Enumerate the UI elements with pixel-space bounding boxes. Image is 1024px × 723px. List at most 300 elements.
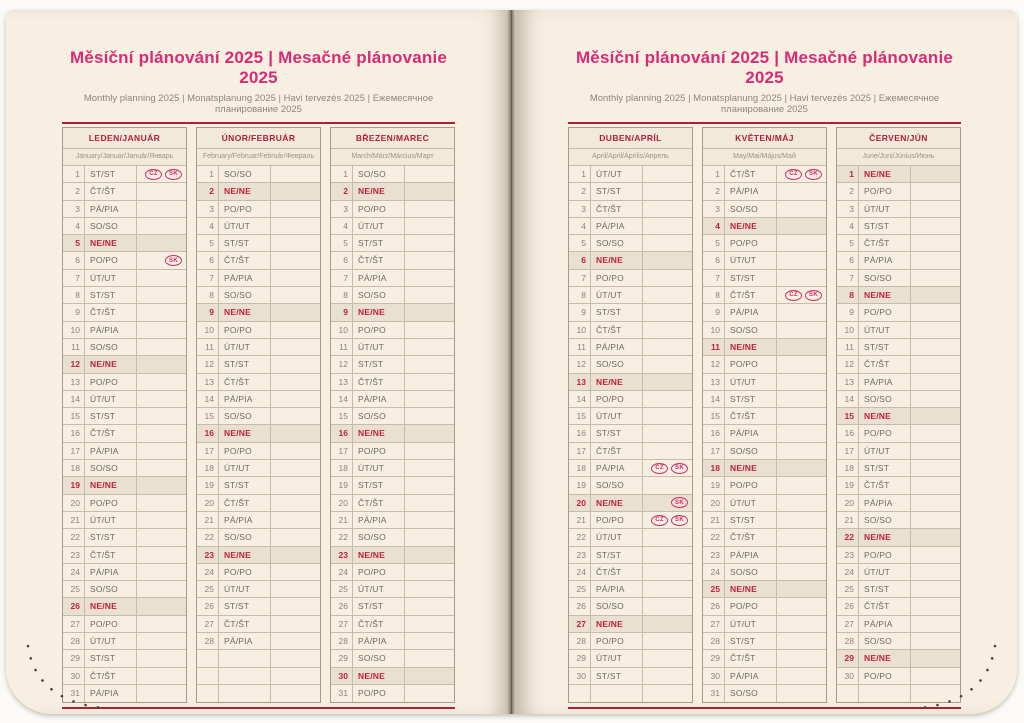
notes-cell [777, 668, 826, 684]
day-number: 23 [703, 547, 725, 563]
day-row [837, 235, 960, 252]
day-row [703, 287, 826, 304]
day-abbrev: ČT/ŠT [725, 408, 777, 424]
day-number: 8 [569, 287, 591, 303]
month-name: ÚNOR/FEBRUÁR [197, 128, 320, 149]
day-number: 5 [63, 235, 85, 251]
day-number: 6 [837, 252, 859, 268]
day-row [837, 166, 960, 183]
day-number: 9 [837, 304, 859, 320]
day-number: 27 [331, 616, 353, 632]
day-number: 23 [197, 547, 219, 563]
day-abbrev: ST/ST [219, 356, 271, 372]
empty-cell [591, 685, 643, 702]
day-row [837, 633, 960, 650]
day-number: 21 [63, 512, 85, 528]
day-abbrev: PÁ/PIA [353, 270, 405, 286]
day-row [703, 581, 826, 598]
notes-cell [405, 322, 454, 338]
day-abbrev: PO/PO [591, 512, 643, 528]
day-number: 3 [703, 201, 725, 217]
day-number: 12 [63, 356, 85, 372]
day-number: 1 [837, 166, 859, 182]
day-row [63, 529, 186, 546]
day-row [703, 391, 826, 408]
day-row [63, 322, 186, 339]
notes-cell [271, 443, 320, 459]
day-number: 12 [837, 356, 859, 372]
notes-cell [405, 183, 454, 199]
day-number: 26 [331, 598, 353, 614]
day-abbrev: SO/SO [85, 460, 137, 476]
empty-cell [219, 685, 271, 702]
day-row [569, 616, 692, 633]
notes-cell [643, 668, 692, 684]
notes-cell [777, 218, 826, 234]
notes-cell [137, 564, 186, 580]
notes-cell [137, 529, 186, 545]
notes-cell [911, 183, 960, 199]
notes-cell [643, 339, 692, 355]
day-abbrev: ÚT/UT [353, 460, 405, 476]
day-abbrev: NE/NE [591, 495, 643, 511]
day-abbrev: NE/NE [353, 668, 405, 684]
notes-cell [777, 304, 826, 320]
day-number: 23 [331, 547, 353, 563]
notes-cell [643, 304, 692, 320]
day-abbrev: SO/SO [725, 443, 777, 459]
day-row [331, 322, 454, 339]
day-row [197, 218, 320, 235]
month-table-brezen-marec [330, 127, 455, 703]
day-number: 15 [197, 408, 219, 424]
notes-cell [911, 460, 960, 476]
notes-cell [777, 564, 826, 580]
notes-cell [137, 477, 186, 493]
day-abbrev: ÚT/UT [725, 495, 777, 511]
notes-cell [777, 235, 826, 251]
day-row [837, 495, 960, 512]
notes-cell [643, 287, 692, 303]
day-number: 28 [837, 633, 859, 649]
month-name: BŘEZEN/MAREC [331, 128, 454, 149]
notes-cell [137, 166, 186, 182]
notes-cell [643, 166, 692, 182]
day-abbrev: NE/NE [859, 287, 911, 303]
notes-cell [911, 547, 960, 563]
day-row [197, 633, 320, 650]
day-row [837, 339, 960, 356]
day-row [703, 477, 826, 494]
day-abbrev: ST/ST [859, 339, 911, 355]
notes-cell [911, 391, 960, 407]
day-number: 29 [703, 650, 725, 666]
day-number: 15 [569, 408, 591, 424]
notes-cell [643, 270, 692, 286]
notes-cell [271, 581, 320, 597]
day-number: 17 [569, 443, 591, 459]
day-row [837, 287, 960, 304]
day-row [569, 270, 692, 287]
empty-cell [643, 685, 692, 702]
day-abbrev: ČT/ŠT [353, 252, 405, 268]
notes-cell [271, 374, 320, 390]
day-abbrev: PÁ/PIA [725, 304, 777, 320]
notes-cell [405, 443, 454, 459]
notes-cell [271, 339, 320, 355]
notes-cell [643, 235, 692, 251]
day-abbrev: PÁ/PIA [725, 547, 777, 563]
day-number: 22 [63, 529, 85, 545]
day-abbrev: ÚT/UT [219, 339, 271, 355]
day-abbrev: NE/NE [353, 425, 405, 441]
day-row [569, 477, 692, 494]
day-number: 19 [703, 477, 725, 493]
holiday-badge-cz: CZ [785, 290, 802, 301]
day-number: 21 [703, 512, 725, 528]
day-abbrev: ČT/ŠT [591, 201, 643, 217]
notes-cell [405, 495, 454, 511]
page-subtitle: Monthly planning 2025 | Monatsplanung 2025 | Havi tervezés 2025 | Ежемесячное планирование 2025 [83, 93, 434, 115]
notes-cell [643, 201, 692, 217]
day-number: 18 [703, 460, 725, 476]
day-number: 23 [63, 547, 85, 563]
day-number: 28 [569, 633, 591, 649]
day-number: 24 [197, 564, 219, 580]
day-row [569, 408, 692, 425]
day-number: 15 [703, 408, 725, 424]
day-number: 7 [569, 270, 591, 286]
day-number: 21 [197, 512, 219, 528]
day-row [63, 443, 186, 460]
notes-cell [911, 270, 960, 286]
day-number: 26 [703, 598, 725, 614]
day-number: 14 [703, 391, 725, 407]
day-number: 14 [331, 391, 353, 407]
day-abbrev: ÚT/UT [85, 633, 137, 649]
day-abbrev: SO/SO [725, 322, 777, 338]
day-row [837, 512, 960, 529]
day-number: 7 [197, 270, 219, 286]
day-number: 25 [837, 581, 859, 597]
day-abbrev: NE/NE [353, 183, 405, 199]
day-row [703, 529, 826, 546]
day-abbrev: NE/NE [725, 460, 777, 476]
day-abbrev: PÁ/PIA [591, 339, 643, 355]
day-number: 6 [63, 252, 85, 268]
month-days [837, 166, 960, 702]
day-number: 19 [837, 477, 859, 493]
day-abbrev: PO/PO [85, 616, 137, 632]
day-abbrev: ÚT/UT [859, 322, 911, 338]
holiday-badge-sk: SK [671, 497, 688, 508]
day-row [837, 477, 960, 494]
notes-cell [137, 252, 186, 268]
day-abbrev: ST/ST [85, 408, 137, 424]
day-number: 31 [331, 685, 353, 702]
day-abbrev: SO/SO [85, 218, 137, 234]
day-number: 4 [63, 218, 85, 234]
day-abbrev: ÚT/UT [353, 581, 405, 597]
day-abbrev: PÁ/PIA [85, 322, 137, 338]
empty-row [569, 685, 692, 702]
notes-cell [137, 616, 186, 632]
day-abbrev: ČT/ŠT [353, 374, 405, 390]
notes-cell [911, 529, 960, 545]
day-number: 18 [63, 460, 85, 476]
day-row [569, 391, 692, 408]
empty-cell [271, 668, 320, 684]
day-row [197, 495, 320, 512]
day-abbrev: SO/SO [591, 356, 643, 372]
notes-cell [911, 287, 960, 303]
notes-cell [137, 304, 186, 320]
day-number: 9 [331, 304, 353, 320]
day-abbrev: ST/ST [85, 166, 137, 182]
day-number: 19 [197, 477, 219, 493]
day-number: 9 [197, 304, 219, 320]
day-abbrev: PÁ/PIA [725, 183, 777, 199]
notes-cell [271, 495, 320, 511]
day-abbrev: NE/NE [591, 374, 643, 390]
day-row [331, 201, 454, 218]
notes-cell [405, 564, 454, 580]
day-row [703, 252, 826, 269]
notes-cell [405, 598, 454, 614]
notes-cell [137, 581, 186, 597]
notes-cell [777, 685, 826, 702]
day-abbrev: ÚT/UT [591, 408, 643, 424]
day-row [703, 633, 826, 650]
day-number: 4 [703, 218, 725, 234]
day-number: 22 [703, 529, 725, 545]
day-number: 12 [331, 356, 353, 372]
day-abbrev: NE/NE [859, 166, 911, 182]
notes-cell [911, 218, 960, 234]
notes-cell [643, 356, 692, 372]
day-number: 17 [703, 443, 725, 459]
day-abbrev: SO/SO [591, 477, 643, 493]
day-number: 30 [331, 668, 353, 684]
day-row [331, 529, 454, 546]
day-abbrev: ST/ST [353, 356, 405, 372]
notes-cell [137, 633, 186, 649]
day-abbrev: NE/NE [85, 235, 137, 251]
day-abbrev: ST/ST [591, 183, 643, 199]
notes-cell [137, 287, 186, 303]
notes-cell [777, 616, 826, 632]
day-abbrev: ÚT/UT [85, 270, 137, 286]
notes-cell [643, 425, 692, 441]
notes-cell [405, 270, 454, 286]
day-row [331, 287, 454, 304]
day-row [197, 391, 320, 408]
notes-cell [777, 183, 826, 199]
month-name: LEDEN/JANUÁR [63, 128, 186, 149]
day-number: 12 [569, 356, 591, 372]
day-abbrev: ÚT/UT [219, 460, 271, 476]
day-abbrev: PO/PO [219, 322, 271, 338]
day-row [569, 443, 692, 460]
notes-cell [137, 408, 186, 424]
day-number: 27 [197, 616, 219, 632]
day-number: 18 [837, 460, 859, 476]
month-table-leden-januar [62, 127, 187, 703]
day-abbrev: PO/PO [859, 183, 911, 199]
day-row [331, 495, 454, 512]
day-number: 29 [331, 650, 353, 666]
day-row [703, 304, 826, 321]
day-abbrev: PÁ/PIA [725, 425, 777, 441]
header-rule [62, 122, 455, 124]
day-abbrev: ST/ST [859, 581, 911, 597]
day-number: 25 [63, 581, 85, 597]
day-abbrev: PO/PO [353, 322, 405, 338]
day-row [703, 183, 826, 200]
notes-cell [271, 598, 320, 614]
day-abbrev: PO/PO [859, 547, 911, 563]
notes-cell [911, 374, 960, 390]
notes-cell [643, 633, 692, 649]
empty-cell [219, 668, 271, 684]
day-row [197, 252, 320, 269]
notes-cell [271, 235, 320, 251]
holiday-badge-sk: SK [805, 290, 822, 301]
day-number: 5 [837, 235, 859, 251]
day-row [703, 564, 826, 581]
day-abbrev: SO/SO [353, 529, 405, 545]
day-number: 21 [569, 512, 591, 528]
day-abbrev: ST/ST [85, 287, 137, 303]
day-row [63, 495, 186, 512]
empty-cell [197, 650, 219, 666]
day-row [197, 564, 320, 581]
page-right [516, 10, 1017, 714]
day-number: 2 [63, 183, 85, 199]
day-abbrev: PÁ/PIA [725, 668, 777, 684]
day-abbrev: ST/ST [859, 460, 911, 476]
day-abbrev: ÚT/UT [219, 581, 271, 597]
day-abbrev: ST/ST [353, 235, 405, 251]
notes-cell [643, 408, 692, 424]
day-number: 20 [703, 495, 725, 511]
day-row [331, 668, 454, 685]
day-abbrev: ČT/ŠT [353, 495, 405, 511]
notes-cell [643, 443, 692, 459]
day-row [569, 218, 692, 235]
day-number: 25 [197, 581, 219, 597]
day-row [569, 183, 692, 200]
day-abbrev: ČT/ŠT [725, 650, 777, 666]
day-row [63, 668, 186, 685]
day-number: 31 [63, 685, 85, 702]
holiday-badge-sk: SK [805, 169, 822, 180]
day-abbrev: PÁ/PIA [859, 252, 911, 268]
notes-cell [271, 183, 320, 199]
notes-cell [911, 616, 960, 632]
day-row [569, 460, 692, 477]
notes-cell [405, 547, 454, 563]
notes-cell [271, 218, 320, 234]
day-abbrev: SO/SO [353, 287, 405, 303]
month-table-cerven-jun [836, 127, 961, 703]
day-row [331, 408, 454, 425]
day-number: 14 [197, 391, 219, 407]
day-number: 9 [569, 304, 591, 320]
day-row [197, 304, 320, 321]
day-number: 20 [837, 495, 859, 511]
day-number: 13 [569, 374, 591, 390]
day-abbrev: PÁ/PIA [219, 270, 271, 286]
day-abbrev: NE/NE [591, 616, 643, 632]
day-number: 16 [331, 425, 353, 441]
empty-row [197, 668, 320, 685]
month-table-duben-april [568, 127, 693, 703]
day-abbrev: ČT/ŠT [725, 529, 777, 545]
day-row [837, 252, 960, 269]
notes-cell [271, 460, 320, 476]
page-title: Měsíční plánování 2025 | Mesačné plánovanie 2025 [575, 48, 954, 87]
day-number: 24 [63, 564, 85, 580]
day-number: 1 [197, 166, 219, 182]
day-abbrev: ČT/ŠT [591, 443, 643, 459]
day-number: 22 [837, 529, 859, 545]
page-right-content [516, 10, 1017, 714]
day-number: 28 [331, 633, 353, 649]
empty-cell [271, 650, 320, 666]
day-number: 13 [703, 374, 725, 390]
day-abbrev: ÚT/UT [353, 218, 405, 234]
month-table-unor-februar [196, 127, 321, 703]
day-row [703, 339, 826, 356]
day-abbrev: ST/ST [591, 547, 643, 563]
day-number: 22 [331, 529, 353, 545]
day-row [569, 201, 692, 218]
day-number: 28 [703, 633, 725, 649]
day-row [63, 425, 186, 442]
day-row [331, 512, 454, 529]
day-abbrev: ČT/ŠT [591, 564, 643, 580]
notes-cell [777, 166, 826, 182]
day-abbrev: NE/NE [353, 547, 405, 563]
day-abbrev: PO/PO [353, 201, 405, 217]
day-abbrev: ST/ST [353, 598, 405, 614]
day-row [837, 356, 960, 373]
day-row [63, 304, 186, 321]
notes-cell [643, 460, 692, 476]
notes-cell [643, 616, 692, 632]
day-row [703, 235, 826, 252]
notes-cell [271, 252, 320, 268]
page-left-content [6, 10, 507, 714]
notes-cell [777, 547, 826, 563]
empty-cell [837, 685, 859, 702]
day-abbrev: PO/PO [859, 304, 911, 320]
day-number: 20 [197, 495, 219, 511]
day-number: 30 [569, 668, 591, 684]
day-abbrev: ČT/ŠT [859, 477, 911, 493]
notes-cell [271, 547, 320, 563]
day-abbrev: NE/NE [725, 581, 777, 597]
day-number: 12 [703, 356, 725, 372]
day-row [197, 598, 320, 615]
day-number: 2 [837, 183, 859, 199]
day-number: 26 [63, 598, 85, 614]
day-number: 11 [703, 339, 725, 355]
header-rule [568, 122, 961, 124]
day-number: 17 [837, 443, 859, 459]
notes-cell [405, 166, 454, 182]
